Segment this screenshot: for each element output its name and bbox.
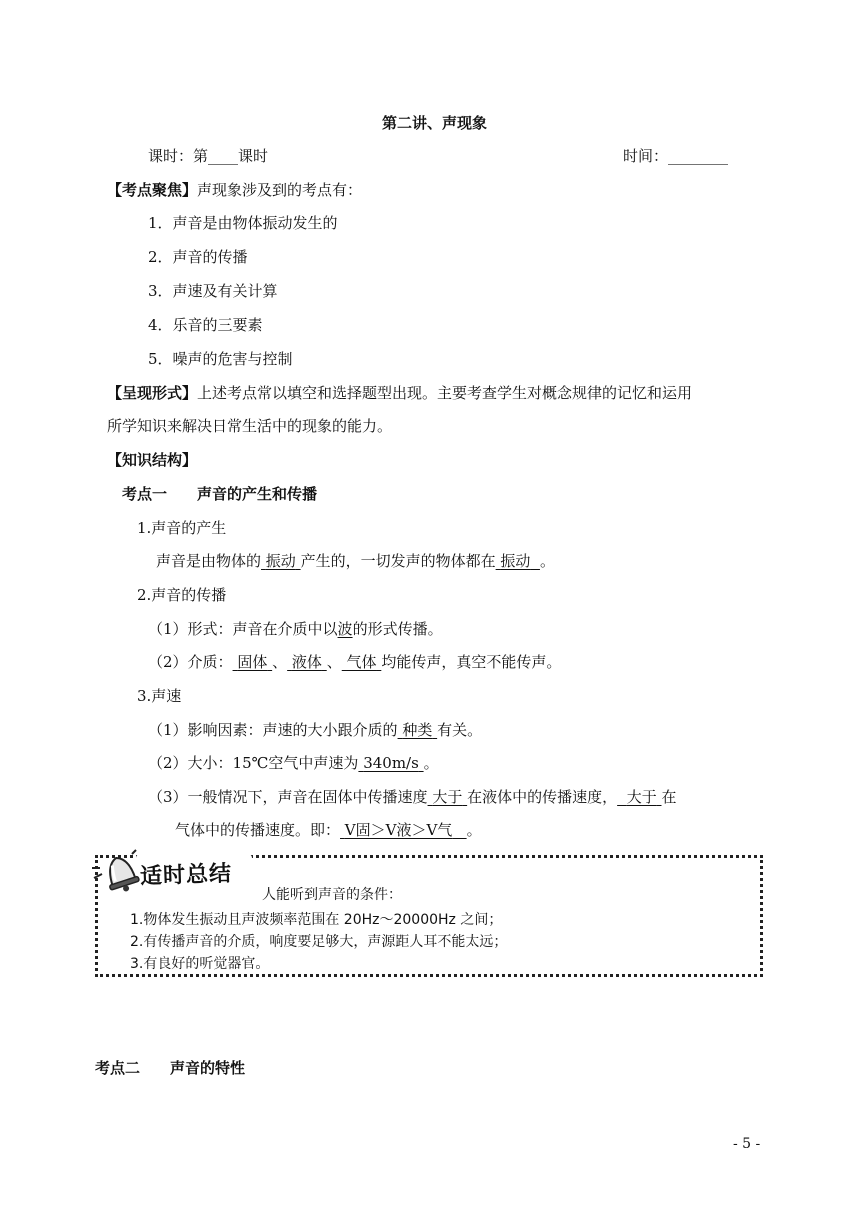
- speed-compare-2: [175, 820, 482, 840]
- focus-label: 【考点聚焦】: [107, 181, 198, 199]
- blank-answer: 液体: [291, 653, 322, 671]
- text: （2）大小：15℃空气中声速为: [148, 754, 359, 772]
- production-line: [156, 551, 555, 571]
- speed-value: [148, 753, 439, 773]
- text: （3）一般情况下，声音在固体中传播速度: [148, 788, 428, 806]
- summary-lead: 人能听到声音的条件：: [262, 887, 402, 903]
- propagation-form: [148, 619, 443, 639]
- blank-answer: 波: [337, 620, 353, 638]
- focus-item: 2．声音的传播: [148, 248, 248, 266]
- summary-item: 3.有良好的听觉器官。: [130, 956, 270, 972]
- propagation-medium: （2）介质： 固体 、 液体 、 气体 均能传声，真空不能传声。: [148, 653, 562, 671]
- text: （2）介质：: [148, 653, 233, 671]
- summary-badge: 适时总结: [139, 861, 233, 890]
- text: 在液体中的传播速度，: [467, 788, 618, 806]
- page-number: - 5 -: [733, 1136, 761, 1152]
- point1-heading: 考点一 声音的产生和传播: [122, 485, 318, 503]
- summary-item: 2.有传播声音的介质，响度要足够大，声源距人耳不能太远；: [130, 934, 508, 950]
- blank-answer: 340m/s: [363, 754, 419, 772]
- text: 在: [661, 788, 677, 806]
- text: 有关。: [437, 721, 483, 739]
- form-line-2: 所学知识来解决日常生活中的现象的能力。: [107, 417, 393, 435]
- focus-item: 3．声速及有关计算: [148, 282, 278, 300]
- form-text: 上述考点常以填空和选择题型出现。主要考查学生对概念规律的记忆和运用: [197, 384, 693, 402]
- summary-item: 1.物体发生振动且声波频率范围在 20Hz～20000Hz 之间；: [130, 912, 503, 928]
- blank-answer: 气体: [346, 653, 377, 671]
- focus-item: 1．声音是由物体振动发生的: [148, 214, 338, 232]
- blank-answer: 大于: [432, 788, 463, 806]
- speed-compare-1: [148, 787, 677, 807]
- text: 声音是由物体的: [156, 552, 262, 570]
- period-field: 课时：第____课时: [148, 147, 269, 165]
- text: 气体中的传播速度。即：: [175, 821, 341, 839]
- time-field: 时间：________: [623, 147, 729, 165]
- subsection-title: 2.声音的传播: [137, 586, 227, 604]
- focus-item: 4．乐音的三要素: [148, 316, 263, 334]
- subsection-title: 3.声速: [137, 687, 182, 705]
- form-label: 【呈现形式】: [107, 384, 198, 402]
- blank-answer: 大于: [626, 788, 657, 806]
- form-line-1: [107, 383, 692, 403]
- subsection-title: 1.声音的产生: [137, 519, 227, 537]
- text: 的形式传播。: [352, 620, 443, 638]
- text: 。: [423, 754, 439, 772]
- blank-answer: V固＞V液＞V气: [344, 821, 453, 839]
- focus-intro: 声现象涉及到的考点有：: [197, 181, 363, 199]
- structure-label: 【知识结构】: [107, 451, 198, 469]
- blank-answer: 固体: [237, 653, 268, 671]
- speed-factor: [148, 720, 482, 740]
- blank-answer: 振动: [265, 552, 296, 570]
- text: （1）形式：声音在介质中以: [148, 620, 338, 638]
- text: 。: [466, 821, 482, 839]
- blank-answer: 种类: [402, 721, 433, 739]
- point2-heading: 考点二 声音的特性: [95, 1059, 246, 1077]
- focus-line: [107, 180, 362, 200]
- blank-answer: 振动: [500, 552, 531, 570]
- text: 。: [539, 552, 555, 570]
- focus-item: 5．噪声的危害与控制: [148, 350, 293, 368]
- text: 产生的，一切发声的物体都在: [300, 552, 496, 570]
- text: 均能传声，真空不能传声。: [381, 653, 562, 671]
- text: （1）影响因素：声速的大小跟介质的: [148, 721, 398, 739]
- page-title: 第二讲、声现象: [382, 114, 488, 132]
